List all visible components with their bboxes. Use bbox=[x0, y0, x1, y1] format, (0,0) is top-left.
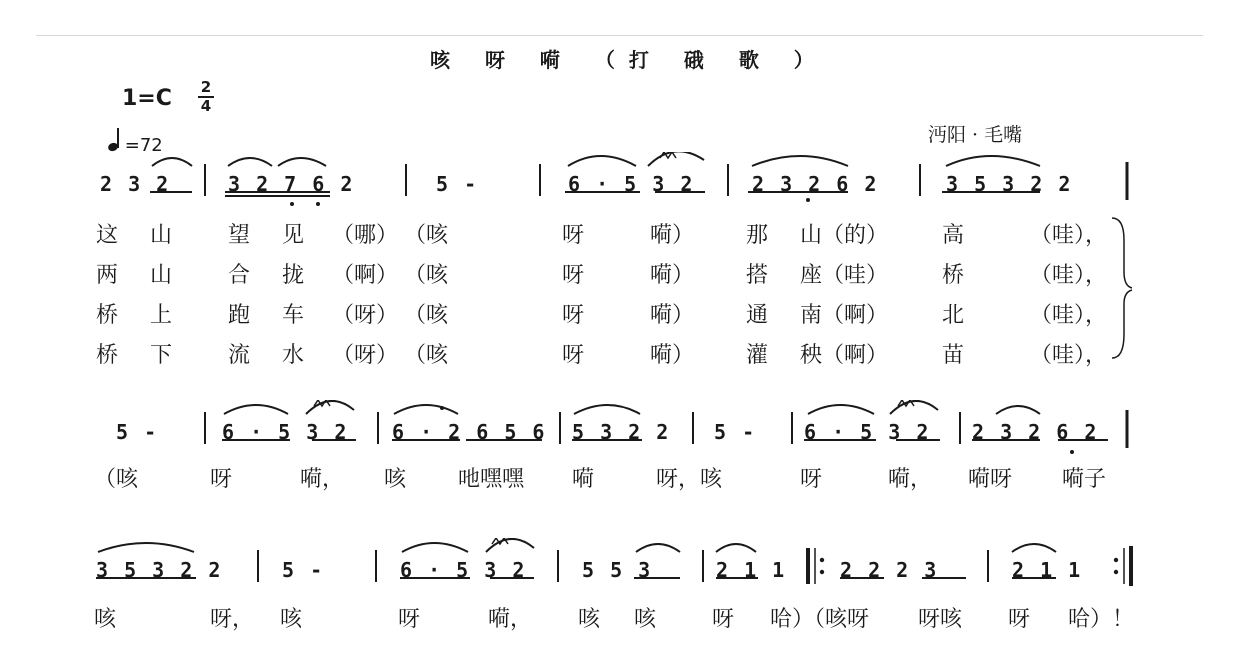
lyric: 呀，咳 bbox=[656, 467, 723, 492]
lyric: 呀 bbox=[712, 607, 735, 632]
lyric: 那 bbox=[746, 223, 769, 248]
measure bbox=[100, 172, 170, 196]
lyric: 咳 bbox=[634, 607, 657, 632]
low-octave-dot bbox=[1070, 450, 1074, 454]
slur bbox=[946, 156, 1040, 166]
measure-notes: 2 1 1 bbox=[1012, 558, 1083, 582]
lyric: 灌 bbox=[746, 343, 769, 368]
measure-notes: 6 · 5 3 2 bbox=[400, 558, 527, 582]
time-signature-top: 2 bbox=[200, 78, 212, 96]
measure-notes: 6 · 5 3 2 bbox=[804, 420, 931, 444]
slur bbox=[278, 158, 326, 166]
slur bbox=[224, 405, 288, 414]
lyric: 呀咳 bbox=[918, 607, 963, 632]
slur bbox=[306, 401, 354, 414]
measure-notes: 5 3 2 2 bbox=[572, 420, 671, 444]
lyric: 咳 bbox=[94, 607, 117, 632]
measure-notes: 2 3 2 6 2 bbox=[972, 420, 1099, 444]
slur bbox=[152, 158, 192, 166]
measure bbox=[946, 172, 1072, 196]
music-line-3 bbox=[0, 538, 1239, 582]
measure bbox=[840, 558, 938, 582]
slur bbox=[648, 152, 704, 166]
measure-notes: 6 · 2 6 5 6 bbox=[392, 420, 547, 444]
lyric: 望 bbox=[228, 223, 251, 248]
measure bbox=[436, 172, 478, 196]
measure-notes: 2 3 2 6 2 bbox=[752, 172, 879, 196]
lyric: （咳 bbox=[404, 263, 449, 288]
slur bbox=[752, 156, 848, 166]
lyric: 见 bbox=[282, 223, 305, 248]
measure-notes: 2 2 2 3 bbox=[840, 558, 939, 582]
measure bbox=[804, 420, 930, 444]
lyric: （哇）， bbox=[1030, 263, 1108, 288]
lyric: 咳 bbox=[280, 607, 303, 632]
top-divider bbox=[36, 35, 1203, 36]
lyric: 北 bbox=[942, 303, 965, 328]
lyric: 嗬） bbox=[650, 303, 695, 328]
lyric: 嗬 bbox=[572, 467, 595, 492]
measure bbox=[1012, 558, 1082, 582]
slur bbox=[402, 543, 468, 552]
lyric: 山（的） bbox=[800, 223, 889, 248]
lyric: 高 bbox=[942, 223, 965, 248]
lyric: 跑 bbox=[228, 303, 251, 328]
song-title: 咳 呀 嗬 （打 硪 歌 ） bbox=[430, 48, 828, 72]
lyric: 嗬， bbox=[488, 607, 533, 632]
lyric: 呀 bbox=[210, 467, 233, 492]
measure-notes: 3 5 3 2 2 bbox=[96, 558, 223, 582]
lyric: （咳 bbox=[404, 343, 449, 368]
lyric: 呀 bbox=[562, 343, 585, 368]
lyric: 哈）（咳呀 bbox=[770, 607, 870, 632]
measure bbox=[714, 420, 756, 444]
lyric: （哪） bbox=[332, 223, 399, 248]
slur bbox=[808, 405, 874, 414]
music-line-1 bbox=[0, 152, 1239, 196]
measure-notes: 2 3 2 bbox=[100, 172, 171, 196]
measure bbox=[228, 172, 354, 196]
lyric: 嗬子 bbox=[1062, 467, 1107, 492]
lyric: 呀， bbox=[210, 607, 255, 632]
measure bbox=[752, 172, 878, 196]
measure-notes: 6 · 5 3 2 bbox=[222, 420, 349, 444]
lyric: 山 bbox=[150, 223, 173, 248]
measure-notes: 5 5 3 bbox=[582, 558, 653, 582]
measure bbox=[582, 558, 652, 582]
measure bbox=[716, 558, 786, 582]
lyric: （咳 bbox=[94, 467, 139, 492]
measure-notes: 3 2 7 6 2 bbox=[228, 172, 355, 196]
verse-bracket bbox=[1112, 290, 1132, 358]
lyric: （呀） bbox=[332, 303, 399, 328]
lyric: 通 bbox=[746, 303, 769, 328]
lyric: 呀 bbox=[562, 223, 585, 248]
lyric: 下 bbox=[150, 343, 173, 368]
low-octave-dot bbox=[806, 198, 810, 202]
slur bbox=[1012, 544, 1056, 552]
measure bbox=[392, 420, 546, 444]
lyric: 上 bbox=[150, 303, 173, 328]
lyric: 南（啊） bbox=[800, 303, 889, 328]
slur bbox=[228, 158, 272, 166]
lyric: 搭 bbox=[746, 263, 769, 288]
lyric: 呀 bbox=[562, 263, 585, 288]
slur bbox=[890, 401, 938, 414]
measure bbox=[972, 420, 1098, 444]
measure-notes: 5 - bbox=[436, 172, 479, 196]
repeat-dot bbox=[820, 570, 824, 574]
slur bbox=[636, 544, 680, 552]
lyric: 这 bbox=[96, 223, 119, 248]
lyric: 嗬， bbox=[300, 467, 345, 492]
repeat-dot bbox=[820, 558, 824, 562]
slur bbox=[98, 543, 194, 552]
lyric: 桥 bbox=[942, 263, 965, 288]
lyric: 嗬呀 bbox=[968, 467, 1013, 492]
lyric: 哈）！ bbox=[1068, 607, 1135, 632]
lyric: 苗 bbox=[942, 343, 965, 368]
measure-notes: 5 - bbox=[116, 420, 159, 444]
measure bbox=[568, 172, 694, 196]
music-line-2 bbox=[0, 400, 1239, 444]
lyric: 嗬， bbox=[888, 467, 933, 492]
lyric: 咳 bbox=[578, 607, 601, 632]
measure bbox=[282, 558, 324, 582]
lyric: 呀 bbox=[800, 467, 823, 492]
slur bbox=[568, 156, 636, 166]
lyric: 山 bbox=[150, 263, 173, 288]
lyric: 两 bbox=[96, 263, 119, 288]
lyric: 流 bbox=[228, 343, 251, 368]
lyric: （哇）， bbox=[1030, 223, 1108, 248]
slur bbox=[996, 406, 1040, 414]
lyric: 水 bbox=[282, 343, 305, 368]
verse-bracket bbox=[1112, 218, 1132, 288]
lyric: 合 bbox=[228, 263, 251, 288]
lyric: 呀 bbox=[398, 607, 421, 632]
time-signature-bottom: 4 bbox=[200, 97, 212, 115]
lyric: （哇）， bbox=[1030, 343, 1108, 368]
lyric: 嗬） bbox=[650, 223, 695, 248]
measure-notes: 6 · 5 3 2 bbox=[568, 172, 695, 196]
song-origin: 沔阳 · 毛嘴 bbox=[928, 124, 1023, 146]
lyric: 呀 bbox=[1008, 607, 1031, 632]
lyric: 嗬） bbox=[650, 263, 695, 288]
lyric: （呀） bbox=[332, 343, 399, 368]
low-octave-dot bbox=[316, 202, 320, 206]
measure-notes: 5 - bbox=[714, 420, 757, 444]
repeat-dot bbox=[1114, 558, 1118, 562]
lyric: 嗬） bbox=[650, 343, 695, 368]
tempo-value: =72 bbox=[124, 135, 163, 156]
lyric: 吔嘿嘿 bbox=[458, 467, 525, 492]
lyric: 呀 bbox=[562, 303, 585, 328]
measure bbox=[116, 420, 158, 444]
lyric: （咳 bbox=[404, 223, 449, 248]
slur bbox=[574, 405, 640, 414]
lyric: 咳 bbox=[384, 467, 407, 492]
measure-notes: 3 5 3 2 2 bbox=[946, 172, 1073, 196]
repeat-dot bbox=[1114, 570, 1118, 574]
measure-notes: 5 - bbox=[282, 558, 325, 582]
verse-brackets bbox=[1110, 210, 1140, 370]
lyric: 座（哇） bbox=[800, 263, 889, 288]
lyric: 桥 bbox=[96, 303, 119, 328]
high-octave-dot bbox=[440, 406, 444, 410]
lyric: （咳 bbox=[404, 303, 449, 328]
measure bbox=[222, 420, 348, 444]
lyric: 秧（啊） bbox=[800, 343, 889, 368]
key-signature: 1=C bbox=[122, 86, 172, 111]
lyric: 车 bbox=[282, 303, 305, 328]
lyric: 桥 bbox=[96, 343, 119, 368]
measure-notes: 2 1 1 bbox=[716, 558, 787, 582]
low-octave-dot bbox=[290, 202, 294, 206]
measure bbox=[572, 420, 670, 444]
lyric: （哇）， bbox=[1030, 303, 1108, 328]
slur bbox=[716, 544, 756, 552]
measure bbox=[400, 558, 526, 582]
measure bbox=[96, 558, 222, 582]
time-signature bbox=[196, 80, 216, 114]
lyric: （啊） bbox=[332, 263, 399, 288]
lyric: 拢 bbox=[282, 263, 305, 288]
slur bbox=[394, 405, 458, 414]
